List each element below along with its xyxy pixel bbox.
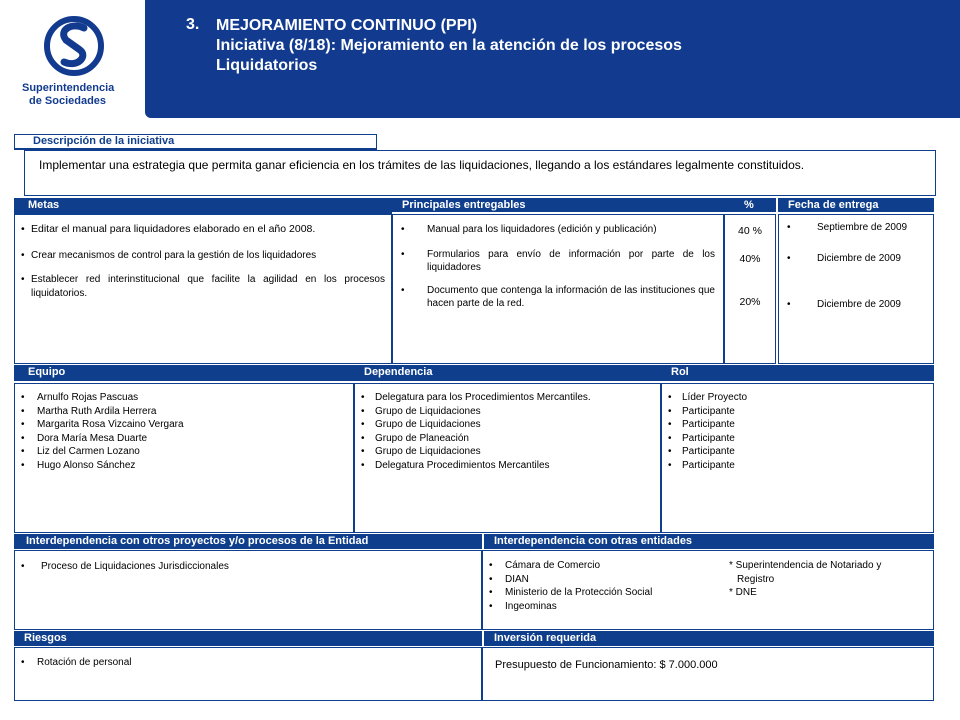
interdep-proyectos-list (21, 560, 475, 574)
porcentaje-value: 20% (739, 296, 761, 308)
list-item: • Participante (668, 459, 927, 473)
entity-dne: * DNE (729, 587, 757, 598)
interdep-entidades-right (729, 559, 881, 600)
inversion-box (482, 647, 934, 701)
porcentaje-box (724, 214, 776, 364)
list-item: • Formularios para envío de información por parte de los liquidadores (401, 248, 715, 275)
list-item: • Rotación de personal (21, 656, 475, 670)
list-item: • Diciembre de 2009 (787, 252, 901, 266)
list-item: • Editar el manual para liquidadores elaborado en el año 2008. (21, 223, 385, 237)
riesgos-header: Riesgos (14, 631, 482, 646)
logo-text-line1: Superintendencia (22, 82, 115, 94)
porcentaje-header: % (724, 198, 776, 212)
title-line-3: Liquidatorios (216, 57, 318, 74)
dependencia-header: Dependencia (354, 365, 661, 381)
inversion-text: Presupuesto de Funcionamiento: $ 7.000.000 (495, 659, 718, 671)
entity-notariado-cont: Registro (737, 573, 775, 585)
entity-notariado: * Superintendencia de Notariado y (729, 560, 882, 571)
rol-header: Rol (661, 365, 934, 381)
fecha-box (778, 214, 934, 364)
interdep-entidades-box (482, 550, 934, 630)
list-item: • Margarita Rosa Vizcaino Vergara (21, 418, 347, 432)
list-item: • Grupo de Liquidaciones (361, 418, 654, 432)
list-item: • Ministerio de la Protección Social (489, 586, 729, 600)
fecha-header: Fecha de entrega (778, 198, 934, 212)
interdep-entidades-list (489, 559, 729, 613)
porcentaje-value: 40 % (738, 225, 762, 237)
list-item: • Manual para los liquidadores (edición y publicación) (401, 223, 715, 237)
title-line-1: MEJORAMIENTO CONTINUO (PPI) (216, 17, 478, 34)
list-item: • Líder Proyecto (668, 391, 927, 405)
list-item: • Participante (668, 445, 927, 459)
title-line-2: Iniciativa (8/18): Mejoramiento en la atención de los procesos (216, 37, 682, 54)
metas-list (21, 223, 385, 300)
metas-box (14, 214, 392, 364)
list-item: • Martha Ruth Ardila Herrera (21, 405, 347, 419)
equipo-header: Equipo (14, 365, 354, 381)
list-item: • Participante (668, 405, 927, 419)
riesgos-box (14, 647, 482, 701)
interdep-entidades-header: Interdependencia con otras entidades (484, 534, 934, 549)
list-item: • Arnulfo Rojas Pascuas (21, 391, 347, 405)
list-item: • Delegatura para los Procedimientos Mercantiles. (361, 391, 654, 405)
porcentaje-value: 40% (739, 253, 761, 265)
list-item: • Grupo de Liquidaciones (361, 405, 654, 419)
list-item: • DIAN (489, 573, 729, 587)
descripcion-box (24, 150, 936, 196)
logo-mark-icon (14, 14, 134, 80)
rol-list (668, 391, 927, 472)
list-item: • Cámara de Comercio (489, 559, 729, 573)
interdep-proyectos-header: Interdependencia con otros proyectos y/o procesos de la Entidad (14, 534, 482, 549)
logo (14, 14, 134, 110)
list-item: • Participante (668, 418, 927, 432)
list-item: • Proceso de Liquidaciones Jurisdiccionales (21, 560, 475, 574)
list-item: • Grupo de Planeación (361, 432, 654, 446)
list-item: • Establecer red interinstitucional que facilite la agilidad en los procesos liquidatorios. (21, 273, 385, 300)
title-number: 3. (186, 16, 200, 33)
logo-text-line2: de Sociedades (29, 95, 107, 107)
list-item: • Ingeominas (489, 600, 729, 614)
entregables-list (401, 223, 715, 311)
list-item: • Septiembre de 2009 (787, 221, 907, 235)
list-item: • Delegatura Procedimientos Mercantiles (361, 459, 654, 473)
riesgos-list (21, 656, 475, 670)
interdep-proyectos-box (14, 550, 482, 630)
list-item: • Hugo Alonso Sánchez (21, 459, 347, 473)
dependencia-box (354, 383, 661, 533)
inversion-header: Inversión requerida (484, 631, 934, 646)
entregables-header: Principales entregables (392, 198, 724, 212)
list-item: • Crear mecanismos de control para la gestión de los liquidadores (21, 249, 385, 263)
list-item: • Documento que contenga la información de las instituciones que hacen parte de la red. (401, 284, 715, 311)
equipo-list (21, 391, 347, 472)
metas-header: Metas (14, 198, 392, 214)
entregables-box (392, 214, 724, 364)
descripcion-text: Implementar una estrategia que permita ganar eficiencia en los trámites de las liquidaciones, llegando a los estándares legalmente constituidos. (39, 158, 805, 172)
list-item: • Diciembre de 2009 (787, 298, 901, 312)
list-item: • Liz del Carmen Lozano (21, 445, 347, 459)
list-item: • Participante (668, 432, 927, 446)
list-item: • Grupo de Liquidaciones (361, 445, 654, 459)
rol-box (661, 383, 934, 533)
equipo-box (14, 383, 354, 533)
descripcion-header: Descripción de la iniciativa (14, 134, 377, 150)
page-title (216, 16, 916, 76)
list-item: • Dora María Mesa Duarte (21, 432, 347, 446)
dependencia-list (361, 391, 654, 472)
